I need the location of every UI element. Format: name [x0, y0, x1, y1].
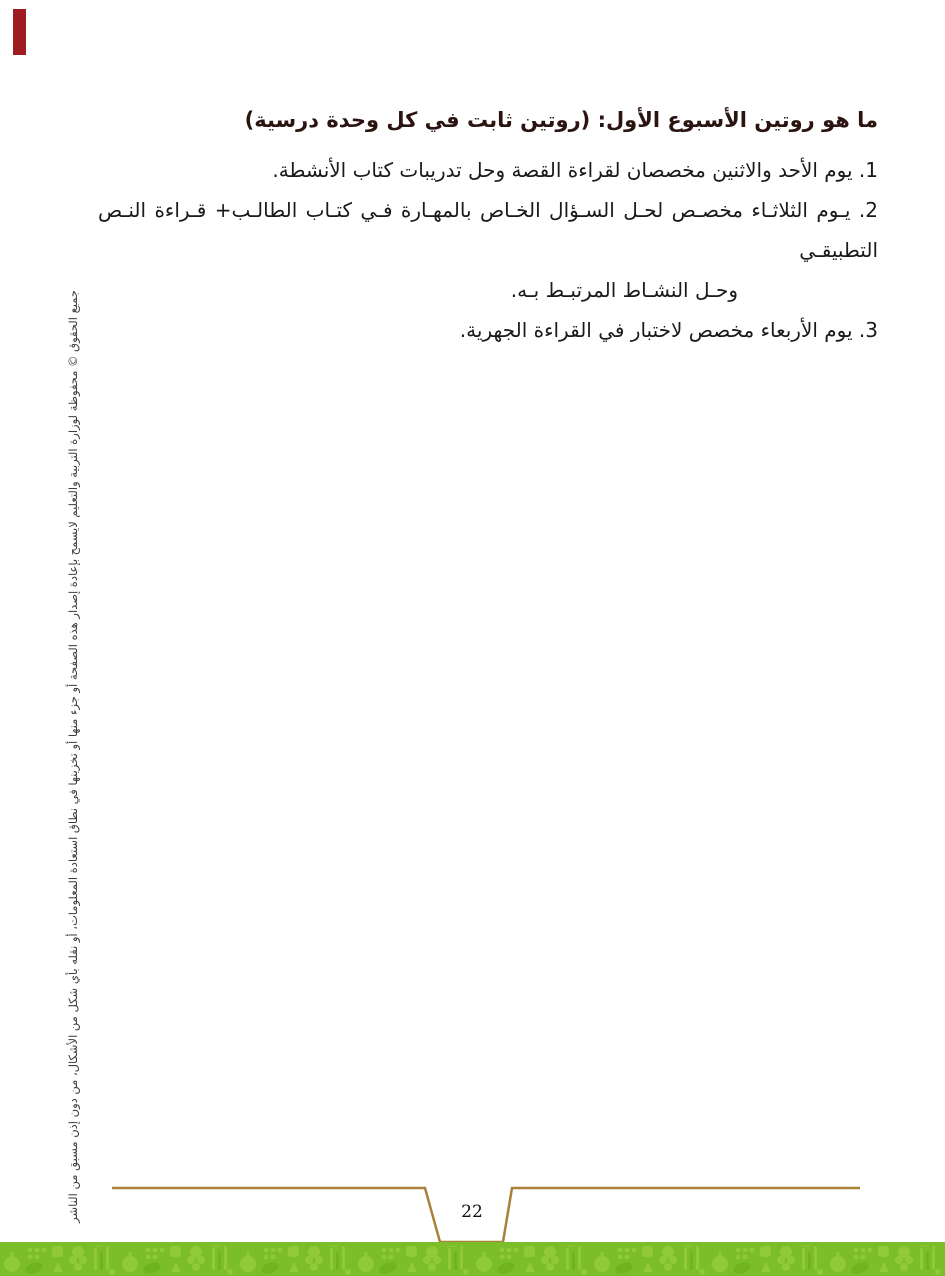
list-item-2-line-1: 2. يـوم الثلاثـاء مخصـص لحـل السـؤال الخـاص بالمهـارة فـي كتـاب الطالـب+ قـراءة النـص التطبيقـي — [98, 198, 878, 262]
routine-list — [98, 150, 878, 350]
list-item-2-line-2: وحـل النشـاط المرتبـط بـه. — [510, 278, 738, 302]
copyright-sidebar-text: جميع الحقوق © محفوظة لوزارة التربية والتعليم لايسمح بإعادة إصدار هذه الصفحة أو جزء منها أو تخزينها في نطاق استعادة المعلومات، أو نقله بأي شكل من الأشكال، من دون إذن مسبق من الناشر — [66, 290, 80, 1223]
corner-registration-mark — [13, 9, 26, 55]
section-heading: ما هو روتين الأسبوع الأول: (روتين ثابت في كل وحدة درسية) — [244, 108, 878, 132]
page-number: 22 — [461, 1202, 483, 1222]
list-item-3: 3. يوم الأربعاء مخصص لاختبار في القراءة الجهرية. — [459, 318, 878, 342]
footer-pattern-band — [0, 1242, 945, 1276]
list-item-1: 1. يوم الأحد والاثنين مخصصان لقراءة القصة وحل تدريبات كتاب الأنشطة. — [272, 158, 878, 182]
